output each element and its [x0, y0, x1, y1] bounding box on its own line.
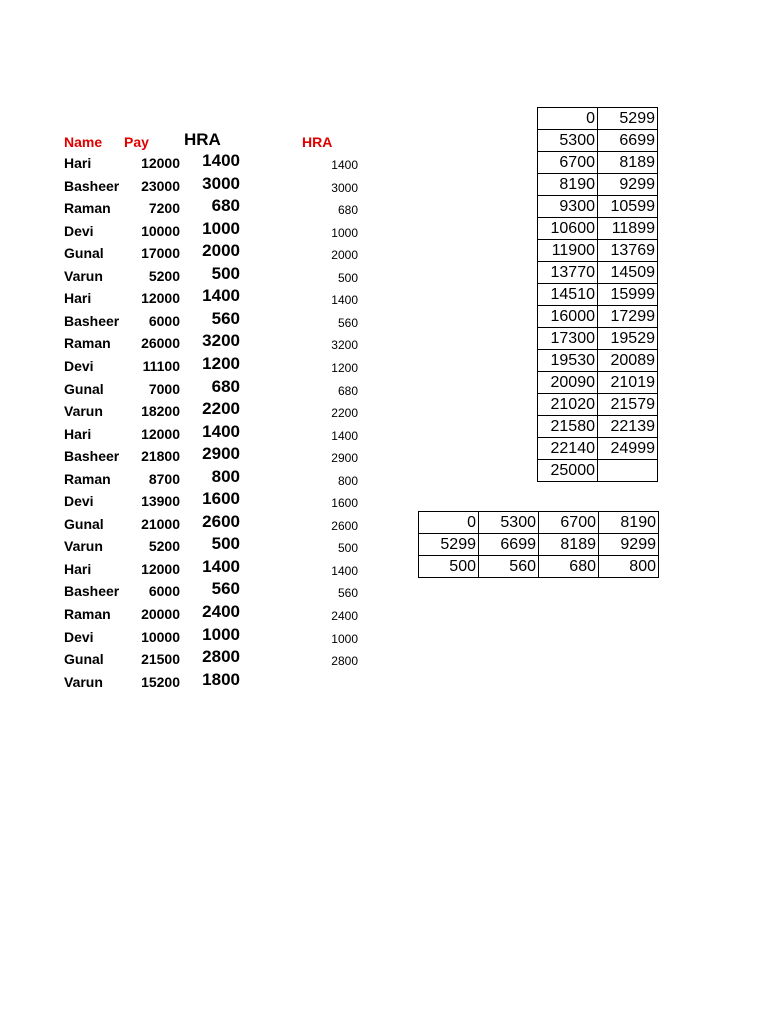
employee-hra: 560 — [211, 579, 240, 598]
employee-hra-lookup: 3200 — [331, 338, 358, 352]
table-row — [538, 174, 658, 196]
table-cell: 0 — [419, 512, 479, 534]
employee-name: Basheer — [64, 583, 120, 599]
table-cell: 10600 — [538, 218, 598, 240]
table-cell: 500 — [419, 556, 479, 578]
table-row — [538, 262, 658, 284]
employee-hra: 1000 — [202, 219, 240, 238]
employee-pay: 21000 — [141, 516, 180, 532]
header-name: Name — [64, 134, 103, 150]
table-cell: 22140 — [538, 438, 598, 460]
table-row — [538, 218, 658, 240]
table-row — [538, 196, 658, 218]
employee-hra: 500 — [211, 264, 240, 283]
employee-hra: 1000 — [202, 625, 240, 644]
table-cell: 20089 — [598, 350, 658, 372]
table-row — [538, 240, 658, 262]
employee-pay: 6000 — [148, 583, 180, 599]
employee-name: Devi — [64, 358, 94, 374]
employee-name: Basheer — [64, 178, 120, 194]
table-cell: 8189 — [598, 152, 658, 174]
table-cell: 8189 — [539, 534, 599, 556]
employee-hra-lookup: 1000 — [331, 226, 358, 240]
employee-name: Devi — [64, 493, 94, 509]
employee-name: Basheer — [64, 313, 120, 329]
employee-name: Raman — [64, 471, 111, 487]
employee-hra: 2900 — [202, 444, 240, 463]
table-cell: 6699 — [598, 130, 658, 152]
table-cell: 19529 — [598, 328, 658, 350]
employee-hra: 2800 — [202, 647, 240, 666]
employee-name: Devi — [64, 629, 94, 645]
table-cell: 14509 — [598, 262, 658, 284]
employee-pay: 15200 — [141, 674, 180, 690]
table-row — [538, 152, 658, 174]
employee-hra-lookup: 560 — [337, 316, 358, 330]
table-cell: 24999 — [598, 438, 658, 460]
employee-hra-lookup: 680 — [337, 203, 358, 217]
table-cell: 5299 — [598, 108, 658, 130]
employee-pay: 18200 — [141, 403, 180, 419]
table-row — [419, 512, 659, 534]
employee-hra-lookup: 500 — [337, 541, 358, 555]
header-hra-lookup: HRA — [302, 134, 333, 150]
employee-hra: 1200 — [202, 354, 240, 373]
employee-hra: 2400 — [202, 602, 240, 621]
employee-hra: 2200 — [202, 399, 240, 418]
employee-hra: 3000 — [202, 174, 240, 193]
table-cell: 17300 — [538, 328, 598, 350]
table-cell: 19530 — [538, 350, 598, 372]
employee-hra: 1600 — [202, 489, 240, 508]
employee-hra-lookup: 1600 — [331, 496, 358, 510]
employee-hra-lookup: 680 — [337, 384, 358, 398]
hra-lookup-table — [418, 511, 659, 578]
employee-hra-lookup: 3000 — [331, 181, 358, 195]
employee-hra: 2000 — [202, 241, 240, 260]
table-cell: 13770 — [538, 262, 598, 284]
employee-hra-lookup: 2200 — [331, 406, 358, 420]
table-row — [419, 534, 659, 556]
employee-hra: 3200 — [202, 331, 240, 350]
employee-hra: 1400 — [202, 151, 240, 170]
table-cell: 21019 — [598, 372, 658, 394]
employee-pay: 11100 — [142, 358, 180, 374]
employee-pay: 12000 — [141, 561, 180, 577]
table-row — [538, 372, 658, 394]
table-cell: 560 — [479, 556, 539, 578]
employee-hra: 800 — [211, 467, 240, 486]
table-cell: 17299 — [598, 306, 658, 328]
employee-hra: 680 — [211, 196, 240, 215]
employee-hra-lookup: 1400 — [331, 158, 358, 172]
employee-name: Raman — [64, 335, 111, 351]
employee-pay: 10000 — [141, 223, 180, 239]
table-row — [538, 416, 658, 438]
employee-pay: 5200 — [148, 268, 180, 284]
employee-hra-lookup: 2900 — [331, 451, 358, 465]
employee-name: Gunal — [64, 651, 104, 667]
employee-hra-lookup: 1400 — [331, 429, 358, 443]
employee-pay: 6000 — [148, 313, 180, 329]
employee-hra-lookup: 1200 — [331, 361, 358, 375]
employee-name: Devi — [64, 223, 94, 239]
employee-pay: 7200 — [148, 200, 180, 216]
table-cell: 22139 — [598, 416, 658, 438]
employee-hra-lookup: 1400 — [331, 564, 358, 578]
table-row — [538, 350, 658, 372]
table-cell: 15999 — [598, 284, 658, 306]
table-cell: 6700 — [539, 512, 599, 534]
table-cell: 6699 — [479, 534, 539, 556]
table-cell: 21580 — [538, 416, 598, 438]
employee-name: Varun — [64, 403, 103, 419]
table-row — [538, 438, 658, 460]
employee-hra-lookup — [300, 674, 358, 694]
employee-pay: 21800 — [141, 448, 180, 464]
employee-pay: 10000 — [141, 629, 180, 645]
table-cell: 5299 — [419, 534, 479, 556]
pay-slab-table — [537, 107, 658, 482]
table-cell: 10599 — [598, 196, 658, 218]
table-row — [538, 108, 658, 130]
table-cell: 11900 — [538, 240, 598, 262]
employee-pay: 13900 — [141, 493, 180, 509]
table-cell: 14510 — [538, 284, 598, 306]
employee-pay: 17000 — [141, 245, 180, 261]
table-cell: 680 — [539, 556, 599, 578]
employee-name: Hari — [64, 561, 92, 577]
table-cell: 21579 — [598, 394, 658, 416]
employee-hra-lookup: 2600 — [331, 519, 358, 533]
table-cell: 11899 — [598, 218, 658, 240]
employee-hra-lookup: 1000 — [331, 632, 358, 646]
employee-hra-lookup: 1400 — [331, 293, 358, 307]
employee-hra: 1400 — [202, 557, 240, 576]
table-cell: 9299 — [598, 174, 658, 196]
employee-name: Hari — [64, 426, 92, 442]
employee-hra-lookup: 560 — [337, 586, 358, 600]
employee-hra: 1400 — [202, 422, 240, 441]
table-cell: 13769 — [598, 240, 658, 262]
employee-hra-lookup: 800 — [337, 474, 358, 488]
employee-pay: 20000 — [141, 606, 180, 622]
table-cell: 9300 — [538, 196, 598, 218]
employee-name: Basheer — [64, 448, 120, 464]
table-row — [538, 284, 658, 306]
table-cell: 21020 — [538, 394, 598, 416]
table-cell — [598, 460, 658, 482]
employee-hra: 2600 — [202, 512, 240, 531]
employee-hra: 500 — [211, 534, 240, 553]
employee-pay: 8700 — [148, 471, 180, 487]
employee-pay: 12000 — [141, 290, 180, 306]
table-row — [538, 460, 658, 482]
employee-hra-lookup: 500 — [337, 271, 358, 285]
table-cell: 9299 — [599, 534, 659, 556]
employee-pay: 26000 — [141, 335, 180, 351]
employee-hra: 1800 — [202, 670, 240, 689]
table-cell: 5300 — [538, 130, 598, 152]
employee-hra-lookup: 2400 — [331, 609, 358, 623]
table-cell: 6700 — [538, 152, 598, 174]
table-cell: 25000 — [538, 460, 598, 482]
header-hra: HRA — [184, 130, 221, 149]
employee-name: Varun — [64, 674, 103, 690]
employee-hra-lookup: 2800 — [331, 654, 358, 668]
employee-name: Gunal — [64, 516, 104, 532]
employee-name: Varun — [64, 538, 103, 554]
employee-pay: 21500 — [141, 651, 180, 667]
table-row — [538, 130, 658, 152]
employee-pay: 12000 — [141, 426, 180, 442]
employee-name: Raman — [64, 200, 111, 216]
employee-pay: 12000 — [141, 155, 180, 171]
employee-pay: 5200 — [148, 538, 180, 554]
employee-pay: 23000 — [141, 178, 180, 194]
table-cell: 16000 — [538, 306, 598, 328]
employee-pay: 7000 — [148, 381, 180, 397]
employee-name: Gunal — [64, 245, 104, 261]
employee-hra: 560 — [211, 309, 240, 328]
table-cell: 0 — [538, 108, 598, 130]
employee-name: Raman — [64, 606, 111, 622]
employee-hra: 1400 — [202, 286, 240, 305]
table-cell: 5300 — [479, 512, 539, 534]
table-row — [538, 306, 658, 328]
employee-name: Hari — [64, 290, 92, 306]
table-cell: 800 — [599, 556, 659, 578]
table-row — [538, 394, 658, 416]
table-cell: 8190 — [599, 512, 659, 534]
table-cell: 20090 — [538, 372, 598, 394]
employee-name: Gunal — [64, 381, 104, 397]
table-cell: 8190 — [538, 174, 598, 196]
table-row — [538, 328, 658, 350]
employee-name: Varun — [64, 268, 103, 284]
header-pay: Pay — [124, 134, 149, 150]
employee-name: Hari — [64, 155, 92, 171]
employee-hra-lookup: 2000 — [331, 248, 358, 262]
table-row — [419, 556, 659, 578]
employee-hra: 680 — [211, 377, 240, 396]
